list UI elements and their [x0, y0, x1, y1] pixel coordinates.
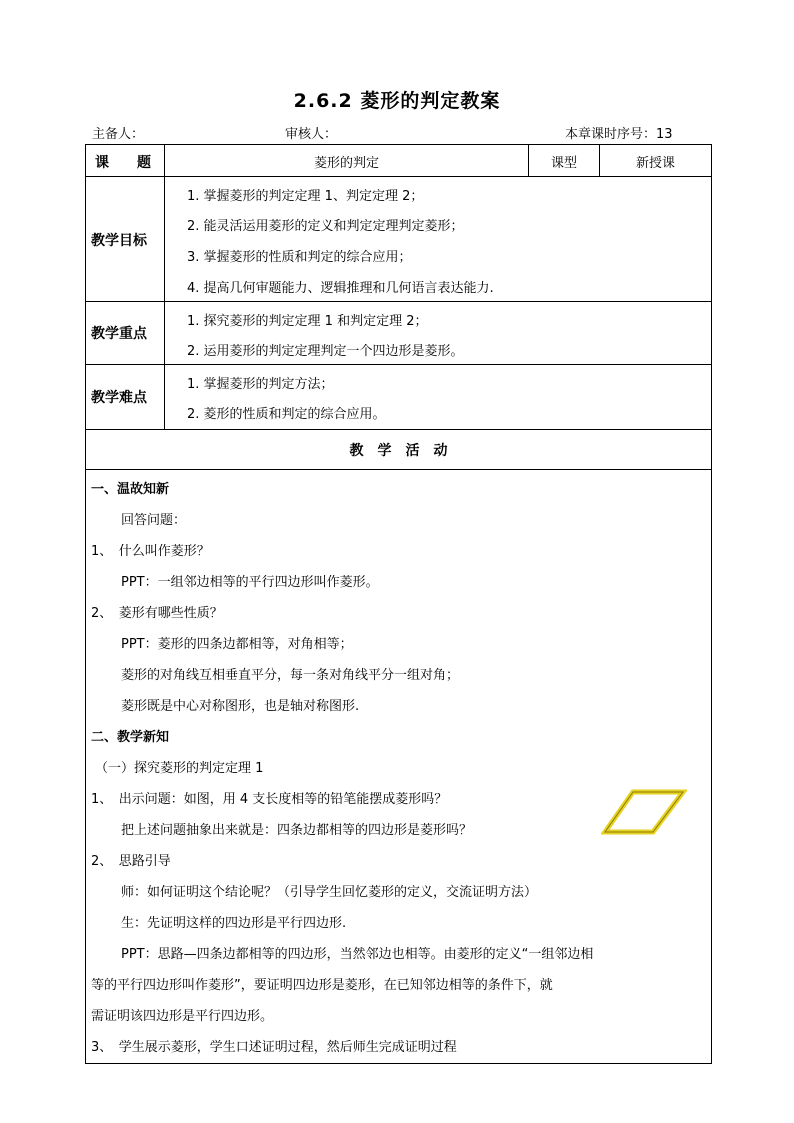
- rhombus-edge-outline: [605, 792, 683, 832]
- objective-item: 1. 掌握菱形的判定定理 1、判定定理 2；: [187, 189, 424, 204]
- rule-top: [85, 144, 712, 145]
- content-line: （一）探究菱形的判定定理 1: [95, 761, 264, 776]
- content-line: 生：先证明这样的四边形是平行四边形.: [121, 916, 347, 931]
- objective-item: 2. 能灵活运用菱形的定义和判定定理判定菱形；: [187, 219, 464, 234]
- rule-difficulties-bottom: [85, 429, 712, 430]
- difficulties-label: 教学难点: [91, 390, 147, 406]
- lesson-type-value: 新授课: [635, 156, 675, 171]
- objectives-label: 教学目标: [91, 233, 147, 249]
- rhombus-pencils-figure: [601, 788, 687, 838]
- rule-right: [711, 144, 712, 1064]
- content-line: 1、 什么叫作菱形？: [91, 544, 210, 559]
- rule-label-col: [164, 144, 165, 429]
- topic-value: 菱形的判定: [313, 156, 379, 171]
- section-heading: 二、教学新知: [91, 730, 170, 745]
- doc-title: 2.6.2 菱形的判定教案: [293, 90, 501, 112]
- objective-item: 4. 提高几何审题能力、逻辑推理和几何语言表达能力.: [187, 281, 494, 296]
- content-line: 等的平行四边形叫作菱形”，要证明四边形是菱形，在已知邻边相等的条件下，就: [91, 978, 553, 993]
- rule-objectives-bottom: [85, 301, 712, 302]
- preparer-label: 主备人：: [92, 127, 145, 142]
- difficulty-item: 2. 菱形的性质和判定的综合应用。: [187, 407, 386, 422]
- topic-label: 课 题: [95, 155, 151, 171]
- key-point-item: 1. 探究菱形的判定定理 1 和判定定理 2；: [187, 314, 428, 329]
- difficulty-item: 1. 掌握菱形的判定方法；: [187, 377, 334, 392]
- lesson-number: 本章课时序号：13: [565, 127, 673, 142]
- rule-keypoints-bottom: [85, 364, 712, 365]
- activity-header: 教 学 活 动: [349, 443, 448, 459]
- content-line: 2、 思路引导: [91, 854, 171, 869]
- content-line: 3、 学生展示菱形，学生口述证明过程，然后师生完成证明过程: [91, 1040, 457, 1055]
- content-line: 1、 出示问题：如图，用 4 支长度相等的铅笔能摆成菱形吗？: [91, 792, 448, 807]
- rule-bottom: [85, 1063, 712, 1064]
- section-heading: 一、温故知新: [91, 482, 170, 497]
- content-line: PPT：一组邻边相等的平行四边形叫作菱形。: [121, 575, 379, 590]
- content-line: 菱形的对角线互相垂直平分，每一条对角线平分一组对角；: [121, 668, 460, 683]
- lesson-table: [85, 144, 712, 1064]
- content-line: 师：如何证明这个结论呢？（引导学生回忆菱形的定义，交流证明方法）: [121, 885, 538, 900]
- reviewer-label: 审核人：: [285, 127, 338, 142]
- content-line: 回答问题：: [121, 513, 187, 528]
- lesson-type-label: 课型: [550, 156, 577, 171]
- rule-header-bottom: [85, 176, 712, 177]
- objective-item: 3. 掌握菱形的性质和判定的综合应用；: [187, 250, 412, 265]
- content-line: 需证明该四边形是平行四边形。: [91, 1009, 274, 1024]
- content-line: 菱形既是中心对称图形，也是轴对称图形.: [121, 699, 360, 714]
- rule-activity-bottom: [85, 469, 712, 470]
- content-line: PPT：菱形的四条边都相等，对角相等；: [121, 637, 353, 652]
- content-line: 2、 菱形有哪些性质？: [91, 606, 223, 621]
- key-point-item: 2. 运用菱形的判定定理判定一个四边形是菱形。: [187, 344, 464, 359]
- content-line: 把上述问题抽象出来就是：四条边都相等的四边形是菱形吗？: [121, 823, 473, 838]
- content-line: PPT：思路—四条边都相等的四边形，当然邻边也相等。由菱形的定义“一组邻边相: [121, 947, 594, 962]
- rule-left: [85, 144, 86, 1064]
- key-points-label: 教学重点: [91, 326, 147, 342]
